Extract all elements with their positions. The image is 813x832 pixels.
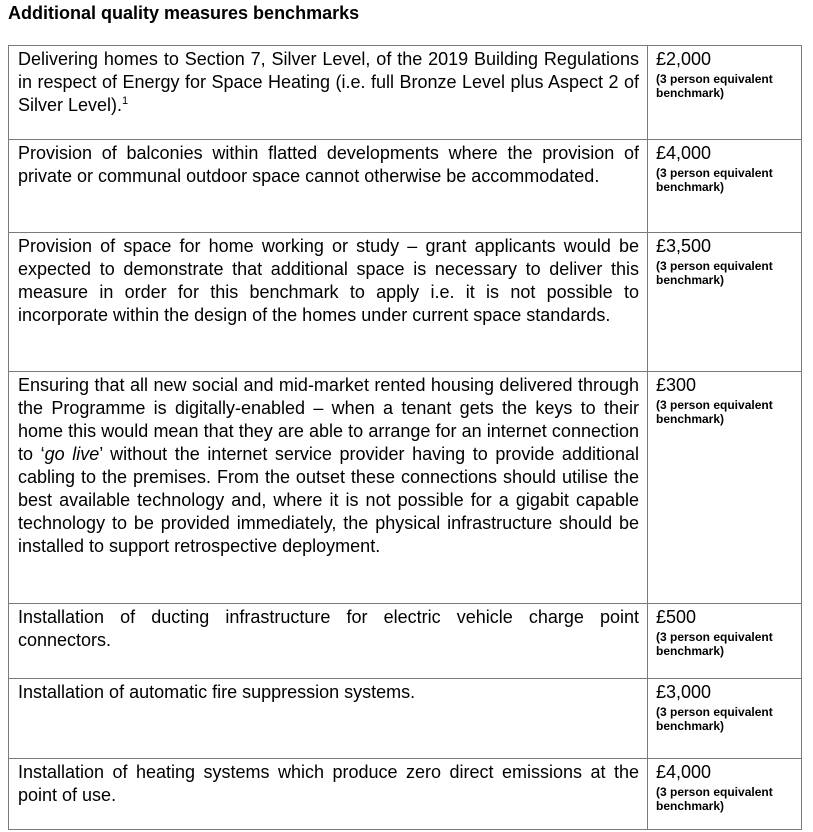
measure-description: Provision of space for home working or study – grant applicants would be expected to demonstrate that additional space is necessary to deliver this measure in order for this benchmark to apply i.e. it is not possible to incorporate within the design of the homes under current space standards. — [18, 236, 639, 325]
measure-description: Installation of ducting infrastructure for electric vehicle charge point connectors. — [18, 607, 639, 650]
benchmark-note: (3 person equivalent benchmark) — [656, 72, 773, 100]
measure-description: Installation of heating systems which produce zero direct emissions at the point of use. — [18, 762, 639, 805]
benchmark-note: (3 person equivalent benchmark) — [656, 166, 773, 194]
benchmark-note: (3 person equivalent benchmark) — [656, 705, 773, 733]
benchmark-cell — [648, 759, 802, 830]
benchmark-note: (3 person equivalent benchmark) — [656, 630, 773, 658]
measure-description: Delivering homes to Section 7, Silver Level, of the 2019 Building Regulations in respect of Energy for Space Heating (i.e. full Bronze Level plus Aspect 2 of Silver Level). — [18, 49, 639, 115]
measure-cell — [9, 46, 648, 140]
benchmark-note: (3 person equivalent benchmark) — [656, 259, 773, 287]
benchmark-note: (3 person equivalent benchmark) — [656, 785, 773, 813]
table-row — [9, 759, 802, 830]
measure-cell — [9, 233, 648, 372]
measure-description-cont: ’ without the internet service provider having to provide additional cabling to the premises. From the outset these connections should utilise the best available technology and, where it is not possible for a gigabit capable technology to be provided immediately, the physical infrastructure should be installed to support retrospective deployment. — [18, 444, 639, 556]
measure-cell — [9, 372, 648, 604]
benchmark-amount: £3,000 — [656, 682, 712, 702]
measure-cell — [9, 759, 648, 830]
measure-description: Ensuring that all new social and mid-market rented housing delivered through the Programme is digitally-enabled – when a tenant gets the keys to their home this would mean that they are able to arrange for an internet connection to ‘ — [18, 375, 639, 464]
benchmark-cell — [648, 679, 802, 759]
measure-description: Installation of automatic fire suppression systems. — [18, 682, 416, 702]
benchmark-note: (3 person equivalent benchmark) — [656, 398, 773, 426]
benchmark-amount: £3,500 — [656, 236, 712, 256]
benchmark-amount: £2,000 — [656, 49, 712, 69]
benchmark-cell — [648, 604, 802, 679]
table-row — [9, 679, 802, 759]
benchmarks-table — [8, 45, 802, 830]
benchmark-cell — [648, 140, 802, 233]
benchmark-amount: £4,000 — [656, 143, 712, 163]
benchmark-amount: £4,000 — [656, 762, 712, 782]
measure-description: Provision of balconies within flatted developments where the provision of private or communal outdoor space cannot otherwise be accommodated. — [18, 143, 639, 186]
table-row — [9, 46, 802, 140]
benchmark-cell — [648, 372, 802, 604]
benchmark-cell — [648, 46, 802, 140]
benchmark-amount: £500 — [656, 607, 697, 627]
measure-cell — [9, 679, 648, 759]
measure-cell — [9, 604, 648, 679]
table-row — [9, 233, 802, 372]
measure-cell — [9, 140, 648, 233]
page-title: Additional quality measures benchmarks — [8, 3, 360, 23]
table-row — [9, 140, 802, 233]
benchmark-amount: £300 — [656, 375, 697, 395]
footnote-marker: 1 — [122, 95, 129, 107]
table-row — [9, 604, 802, 679]
measure-description-italic: go live — [44, 444, 100, 464]
benchmark-cell — [648, 233, 802, 372]
table-row — [9, 372, 802, 604]
